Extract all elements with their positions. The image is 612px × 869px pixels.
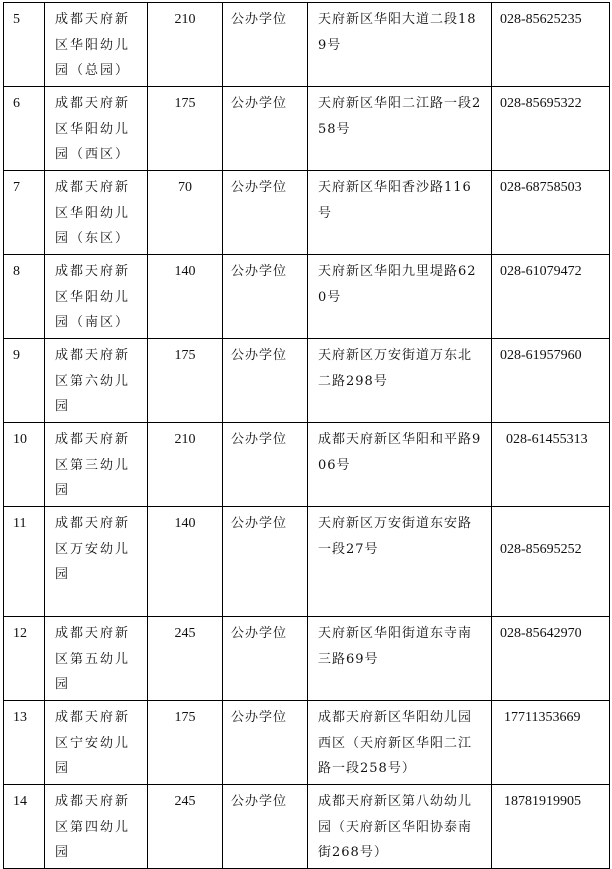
- address: 成都天府新区华阳幼儿园西区（天府新区华阳二江路一段258号）: [308, 701, 492, 785]
- phone: 18781919905: [492, 785, 610, 869]
- capacity: 245: [148, 785, 223, 869]
- phone: 028-61957960: [492, 339, 610, 423]
- seat-type: 公办学位: [223, 171, 308, 255]
- kindergarten-name: 成都天府新区华阳幼儿园（南区）: [45, 255, 148, 339]
- address: 成都天府新区华阳和平路906号: [308, 423, 492, 507]
- capacity: 210: [148, 3, 223, 87]
- kindergarten-table: [3, 2, 610, 869]
- address: 天府新区华阳大道二段189号: [308, 3, 492, 87]
- capacity: 140: [148, 255, 223, 339]
- kindergarten-name: 成都天府新区华阳幼儿园（东区）: [45, 171, 148, 255]
- row-number: 9: [4, 339, 45, 423]
- row-number: 14: [4, 785, 45, 869]
- capacity: 175: [148, 87, 223, 171]
- table-row: [4, 339, 610, 423]
- seat-type: 公办学位: [223, 339, 308, 423]
- row-number: 6: [4, 87, 45, 171]
- kindergarten-name: 成都天府新区第五幼儿园: [45, 617, 148, 701]
- seat-type: 公办学位: [223, 255, 308, 339]
- address: 天府新区华阳街道东寺南三路69号: [308, 617, 492, 701]
- seat-type: 公办学位: [223, 785, 308, 869]
- phone: 17711353669: [492, 701, 610, 785]
- phone: 028-85695252: [492, 507, 610, 617]
- row-number: 5: [4, 3, 45, 87]
- seat-type: 公办学位: [223, 507, 308, 617]
- table-row: [4, 507, 610, 617]
- row-number: 13: [4, 701, 45, 785]
- kindergarten-name: 成都天府新区第六幼儿园: [45, 339, 148, 423]
- row-number: 12: [4, 617, 45, 701]
- table-row: [4, 785, 610, 869]
- row-number: 8: [4, 255, 45, 339]
- address: 天府新区万安街道东安路一段27号: [308, 507, 492, 617]
- address: 天府新区华阳九里堤路620号: [308, 255, 492, 339]
- phone: 028-68758503: [492, 171, 610, 255]
- address: 天府新区万安街道万东北二路298号: [308, 339, 492, 423]
- seat-type: 公办学位: [223, 701, 308, 785]
- table-row: [4, 617, 610, 701]
- phone: 028-85625235: [492, 3, 610, 87]
- seat-type: 公办学位: [223, 617, 308, 701]
- capacity: 140: [148, 507, 223, 617]
- row-number: 10: [4, 423, 45, 507]
- phone: 028-61455313: [492, 423, 610, 507]
- row-number: 7: [4, 171, 45, 255]
- seat-type: 公办学位: [223, 87, 308, 171]
- address: 成都天府新区第八幼幼儿园（天府新区华阳协泰南街268号）: [308, 785, 492, 869]
- kindergarten-name: 成都天府新区华阳幼儿园（西区）: [45, 87, 148, 171]
- capacity: 175: [148, 701, 223, 785]
- kindergarten-name: 成都天府新区万安幼儿园: [45, 507, 148, 617]
- phone: 028-85695322: [492, 87, 610, 171]
- capacity: 70: [148, 171, 223, 255]
- phone: 028-85642970: [492, 617, 610, 701]
- table-row: [4, 701, 610, 785]
- table-row: [4, 171, 610, 255]
- address: 天府新区华阳二江路一段258号: [308, 87, 492, 171]
- seat-type: 公办学位: [223, 3, 308, 87]
- table-row: [4, 87, 610, 171]
- phone: 028-61079472: [492, 255, 610, 339]
- seat-type: 公办学位: [223, 423, 308, 507]
- kindergarten-name: 成都天府新区第四幼儿园: [45, 785, 148, 869]
- capacity: 245: [148, 617, 223, 701]
- table-row: [4, 255, 610, 339]
- kindergarten-name: 成都天府新区宁安幼儿园: [45, 701, 148, 785]
- table-row: [4, 3, 610, 87]
- capacity: 210: [148, 423, 223, 507]
- kindergarten-name: 成都天府新区华阳幼儿园（总园）: [45, 3, 148, 87]
- address: 天府新区华阳香沙路116号: [308, 171, 492, 255]
- kindergarten-name: 成都天府新区第三幼儿园: [45, 423, 148, 507]
- capacity: 175: [148, 339, 223, 423]
- table-row: [4, 423, 610, 507]
- row-number: 11: [4, 507, 45, 617]
